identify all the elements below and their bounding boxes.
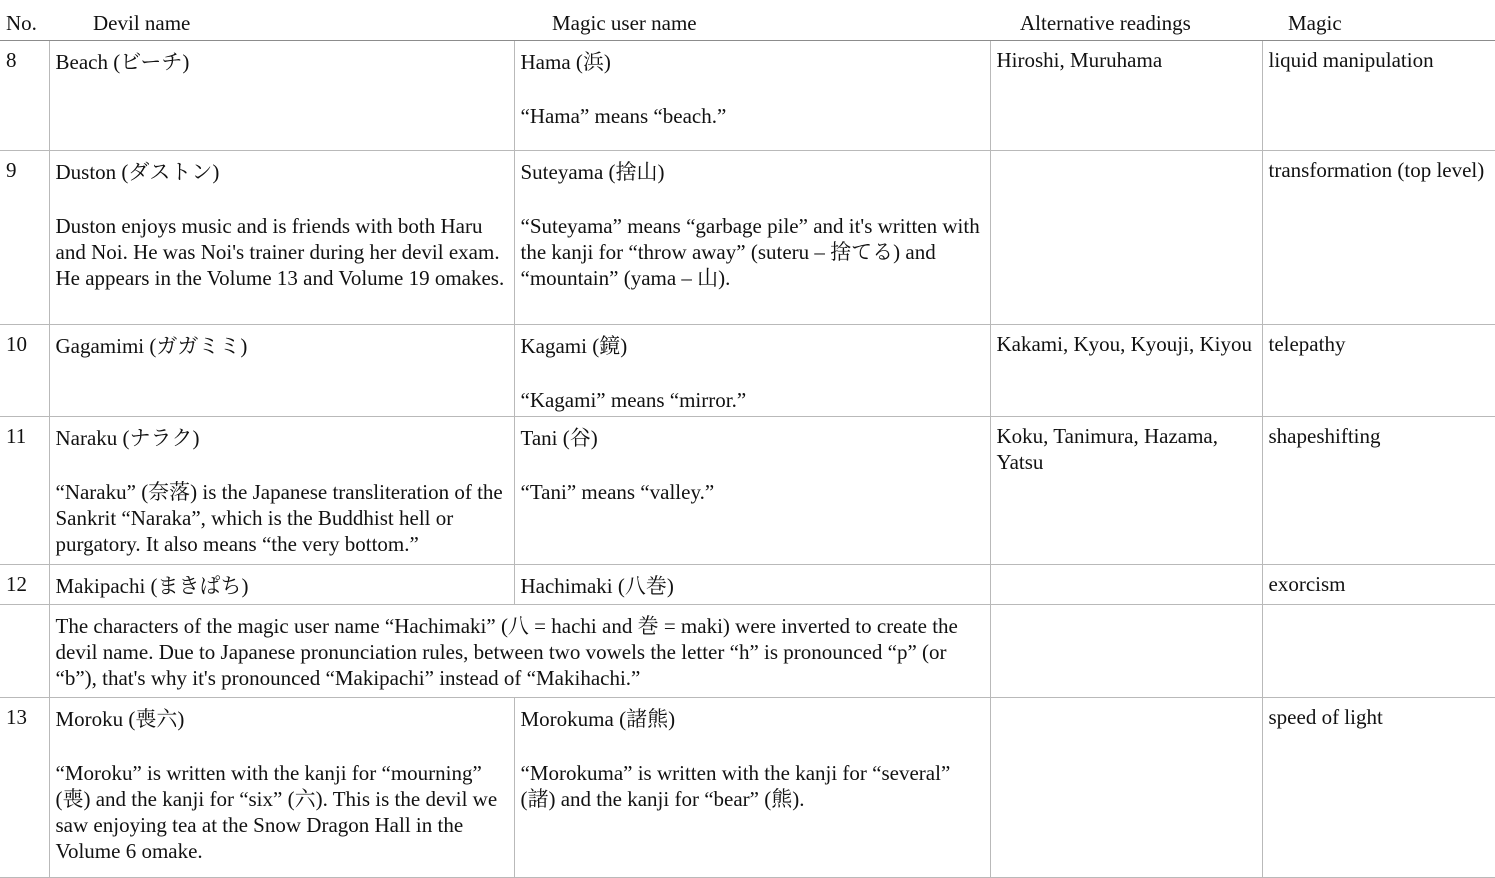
magic-user-cell (514, 417, 990, 565)
header-magic-user-name: Magic user name (514, 10, 990, 41)
devil-name: Makipachi (まきぱち) (55, 574, 249, 598)
table-row (0, 151, 1495, 325)
row-number: 8 (0, 41, 49, 151)
magic-user-cell (514, 151, 990, 325)
row-number: 10 (0, 325, 49, 417)
table-header-row (0, 10, 1495, 41)
alternative-readings-cell (990, 605, 1262, 698)
magic-user-cell (514, 698, 990, 878)
magic-user-description: “Kagami” means “mirror.” (520, 388, 747, 412)
header-magic: Magic (1262, 10, 1495, 41)
magic-user-description: “Suteyama” means “garbage pile” and it's written with the kanji for “throw away” (suteru – 捨てる) and “mountain” (yama – 山). (520, 214, 980, 290)
magic-user-name: Hachimaki (八巻) (520, 574, 674, 598)
magic-user-name: Morokuma (諸熊) (520, 707, 676, 731)
devil-name: Naraku (ナラク) (55, 426, 200, 450)
alternative-readings-cell (990, 151, 1262, 325)
row-number: 11 (0, 417, 49, 565)
alternative-readings-cell: Hiroshi, Muruhama (990, 41, 1262, 151)
magic-user-name: Suteyama (捨山) (520, 160, 665, 184)
table-row (0, 698, 1495, 878)
table-row (0, 417, 1495, 565)
devil-name: Moroku (喪六) (55, 707, 185, 731)
row-number-empty (0, 605, 49, 698)
magic-cell: shapeshifting (1262, 417, 1495, 565)
devil-name-cell (49, 565, 514, 605)
devil-name-cell (49, 698, 514, 878)
magic-user-description: “Hama” means “beach.” (520, 104, 727, 128)
devil-name-cell (49, 151, 514, 325)
magic-user-cell (514, 325, 990, 417)
header-no: No. (0, 10, 49, 41)
devil-name: Beach (ビーチ) (55, 50, 190, 74)
devil-description: “Moroku” is written with the kanji for “mourning” (喪) and the kanji for “six” (六). This is the devil we saw enjoying tea at the Snow Dragon Hall in the Volume 6 omake. (55, 761, 498, 863)
table-row (0, 565, 1495, 605)
magic-cell: liquid manipulation (1262, 41, 1495, 151)
alternative-readings-cell (990, 565, 1262, 605)
magic-user-description: “Morokuma” is written with the kanji for “several” (諸) and the kanji for “bear” (熊). (520, 761, 951, 811)
magic-cell: transformation (top level) (1262, 151, 1495, 325)
devil-name: Gagamimi (ガガミミ) (55, 334, 248, 358)
magic-cell: speed of light (1262, 698, 1495, 878)
table-row (0, 41, 1495, 151)
devil-name-cell (49, 417, 514, 565)
magic-user-name: Tani (谷) (520, 426, 598, 450)
magic-user-description: “Tani” means “valley.” (520, 480, 715, 504)
alternative-readings-cell (990, 698, 1262, 878)
merged-note-cell: The characters of the magic user name “Hachimaki” (八 = hachi and 巻 = maki) were inverted to create the devil name. Due to Japanese pronunciation rules, between two vowels the letter “h” is pronounced “p” (or “b”), that's why it's pronounced “Makipachi” instead of “Makihachi.” (49, 605, 990, 698)
devil-description: Duston enjoys music and is friends with both Haru and Noi. He was Noi's trainer during her devil exam. He appears in the Volume 13 and Volume 19 omakes. (55, 214, 505, 290)
magic-cell (1262, 605, 1495, 698)
magic-user-cell (514, 565, 990, 605)
devil-description: “Naraku” (奈落) is the Japanese transliteration of the Sankrit “Naraka”, which is the Buddhist hell or purgatory. It also means “the very bottom.” (55, 480, 503, 556)
magic-user-name: Kagami (鏡) (520, 334, 628, 358)
devil-name: Duston (ダストン) (55, 160, 220, 184)
devil-name-cell (49, 325, 514, 417)
magic-cell: telepathy (1262, 325, 1495, 417)
header-devil-name: Devil name (49, 10, 514, 41)
devil-name-cell (49, 41, 514, 151)
row-number: 12 (0, 565, 49, 605)
magic-user-name: Hama (浜) (520, 50, 611, 74)
row-number: 13 (0, 698, 49, 878)
header-alternative-readings: Alternative readings (990, 10, 1262, 41)
table-row-note (0, 605, 1495, 698)
table-row (0, 325, 1495, 417)
devil-names-table (0, 10, 1495, 878)
row-number: 9 (0, 151, 49, 325)
alternative-readings-cell: Kakami, Kyou, Kyouji, Kiyou (990, 325, 1262, 417)
alternative-readings-cell: Koku, Tanimura, Hazama, Yatsu (990, 417, 1262, 565)
magic-user-cell (514, 41, 990, 151)
magic-cell: exorcism (1262, 565, 1495, 605)
